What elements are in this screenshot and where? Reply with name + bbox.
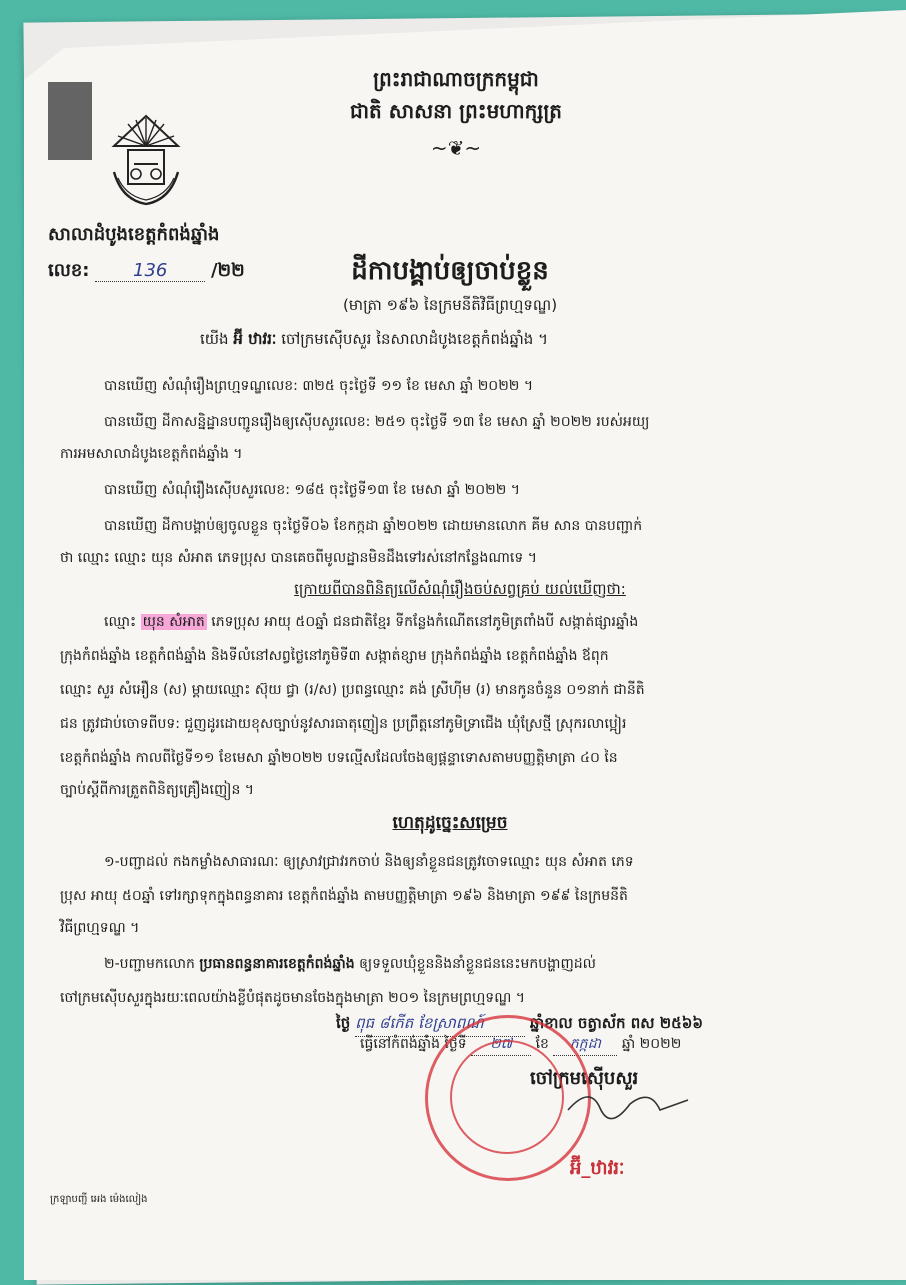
document-subtitle: (មាត្រា ១៩៦ នៃក្រមនីតិវិធីព្រហ្មទណ្ឌ) (342, 296, 558, 314)
intro-line (200, 330, 548, 352)
place-prefix: ធ្វើនៅកំពង់ឆ្នាំង ថ្ងៃទី (360, 1036, 467, 1052)
suspect-rest: ភេទប្រុស អាយុ ៥០ឆ្នាំ ជនជាតិខ្មែរ ទីកន្លែងកំណើតនៅភូមិត្រពាំងបី សង្កាត់ផ្សារឆ្នាំង (211, 614, 639, 630)
decision-2b: ចៅក្រមស៊ើបសួរក្នុងរយៈពេលយ៉ាងខ្លីបំផុតដូចមានចែងក្នុងមាត្រា ២០១ នៃក្រមព្រហ្មទណ្ឌ ។ (60, 990, 525, 1006)
body-p3: បានឃើញ សំណុំរឿងស៊ើបសួរលេខ: ១៨៥ ចុះថ្ងៃទី១៣ ខែ មេសា ឆ្នាំ ២០២២ ។ (104, 482, 521, 498)
body-p4a: បានឃើញ ដីកាបង្គាប់ឲ្យចូលខ្លួន ចុះថ្ងៃទី០៦ ខែកក្កដា ឆ្នាំ២០២២ ដោយមានលោក គីម សាន បានបញ្ជាក់ (104, 518, 643, 534)
intro-prefix: យើង (200, 330, 229, 348)
suspect-line-1 (104, 612, 638, 633)
body-p2a: បានឃើញ ដីកាសន្និដ្ឋានបញ្ជូនរឿងឲ្យស៊ើបសួរលេខ: ២៥១ ចុះថ្ងៃទី ១៣ ខែ មេសា ឆ្នាំ ២០២២ របស់អយ្យ (104, 414, 650, 430)
decision-heading: ហេតុដូច្នេះសម្រេច (392, 813, 508, 833)
clerk-note: ក្រឡាបញ្ជី អេង ម៉េងលៀង (50, 1194, 148, 1205)
month-prefix: ខែ (535, 1036, 549, 1052)
stamp-inner-ring (450, 1040, 564, 1154)
suspect-line-6: ច្បាប់ស្តីពីការត្រួតពិនិត្យគ្រឿងញៀន ។ (60, 782, 255, 798)
intro-rest: ចៅក្រមស៊ើបសួរ នៃសាលាដំបូងខេត្តកំពង់ឆ្នាំង ។ (281, 330, 548, 348)
court-emblem-icon (108, 112, 184, 208)
decision-2-rest: ឲ្យទទួលឃុំខ្លួននិងនាំខ្លួនជននេះមកបង្ហាញដល់ (359, 956, 597, 972)
judge-title: ចៅក្រមស៊ើបសួរ (530, 1068, 639, 1089)
header-ornament: ~❦~ (430, 136, 482, 160)
decision-1a: ១-បញ្ជាដល់ កងកម្លាំងសាធារណៈ ឲ្យស្រាវជ្រាវរកចាប់ និងឲ្យនាំខ្លួនជនត្រូវចោទឈ្មោះ យុន សំអាត ភេទ (104, 854, 634, 870)
suspect-line-5: ខេត្តកំពង់ឆ្នាំង កាលពីថ្ងៃទី១១ ខែមេសា ឆ្នាំ២០២២ បទល្មើសដែលចែងឲ្យផ្តន្ទាទោសតាមបញ្ញត្តិមាត្រា ៤០ នៃ (60, 750, 618, 766)
year-text: ឆ្នាំ ២០២២ (621, 1036, 682, 1052)
date-label: ថ្ងៃ (336, 1014, 351, 1032)
decision-2a (104, 954, 596, 975)
document-title: ដីកាបង្គាប់ឲ្យចាប់ខ្លួន (351, 256, 549, 286)
kingdom-header: ព្រះរាជាណាចក្រកម្ពុជា (373, 67, 539, 91)
number-label: លេខ: (48, 260, 90, 281)
suspect-line-2: ក្រុងកំពង់ឆ្នាំង ខេត្តកំពង់ឆ្នាំង និងទីលំនៅសព្វថ្ងៃនៅភូមិទី៣ សង្កាត់ខ្សាម ក្រុងកំពង់ឆ្នាំង ខេត្តកំពង់ឆ្នាំង ឪពុក (60, 648, 609, 664)
body-p1: បានឃើញ សំណុំរឿងព្រហ្មទណ្ឌលេខ: ៣២៥ ចុះថ្ងៃទី ១១ ខែ មេសា ឆ្នាំ ២០២២ ។ (104, 378, 534, 394)
suspect-name-highlight: យុន សំអាត (142, 614, 205, 630)
decision-1c: វិធីព្រហ្មទណ្ឌ ។ (60, 920, 140, 936)
judge-signature-name: អ៊ី_ឋាវរៈ (570, 1158, 625, 1179)
suspect-line-4: ជន ត្រូវជាប់ចោទពីបទ: ជួញដូរដោយខុសច្បាប់នូវសារធាតុញៀន ប្រព្រឹត្តនៅភូមិទ្រាជើង ឃុំស្រែថ្មី ស្រុករលាប្អៀរ (60, 716, 627, 732)
era-text: ឆ្នាំខាល ចត្វាស័ក ពស ២៥៦៦ (529, 1014, 703, 1032)
decision-1b: ប្រុស អាយុ ៥០ឆ្នាំ ទៅរក្សាទុកក្នុងពន្ធនាគារ ខេត្តកំពង់ឆ្នាំង តាមបញ្ញត្តិមាត្រា ១៩៦ និងមាត្រា ១៩៩ នៃក្រមនីតិ (60, 888, 628, 904)
number-value: 136 (95, 260, 205, 282)
body-p2b: ការអមសាលាដំបូងខេត្តកំពង់ឆ្នាំង ។ (60, 446, 243, 462)
suspect-line-3: ឈ្មោះ សួរ សំអឿន (ស) ម្តាយឈ្មោះ ស៊ុយ ជ្វា (រ/ស) ប្រពន្ធឈ្មោះ គង់ ស្រីហ៊ីម (រ) មានកូនចំនួន ០១នាក់ ជានីតិ (60, 682, 645, 698)
number-suffix: /២២ (210, 260, 245, 281)
body-p4b: ថា ឈ្មោះ ឈ្មោះ យុន សំអាត ភេទប្រុស បានគេចពីមូលដ្ឋានមិនដឹងទៅរស់នៅកន្លែងណាទេ ។ (60, 550, 537, 566)
month-handwritten: កក្កដា (553, 1034, 617, 1056)
prison-director: ប្រធានពន្ធនាគារខេត្តកំពង់ឆ្នាំង (199, 956, 355, 972)
case-number (48, 258, 245, 285)
court-name: សាលាដំបូងខេត្តកំពង់ឆ្នាំង (48, 224, 220, 245)
judge-name-intro: អ៊ី ឋាវរៈ (233, 330, 277, 348)
decision-2-prefix: ២-បញ្ជាមកលោក (104, 956, 195, 972)
suspect-prefix: ឈ្មោះ (104, 614, 137, 630)
motto-header: ជាតិ សាសនា ព្រះមហាក្សត្រ (350, 99, 562, 123)
signature-scribble (560, 1080, 710, 1130)
dark-corner (48, 82, 92, 160)
day-handwritten: ២៧ (471, 1034, 531, 1056)
review-line: ក្រោយពីបានពិនិត្យលើសំណុំរឿងចប់សព្វគ្រប់ យល់ឃើញថា: (294, 580, 626, 598)
date-handwritten: ពុធ ៨កើត ខែស្រាពណ៍ (355, 1014, 525, 1037)
